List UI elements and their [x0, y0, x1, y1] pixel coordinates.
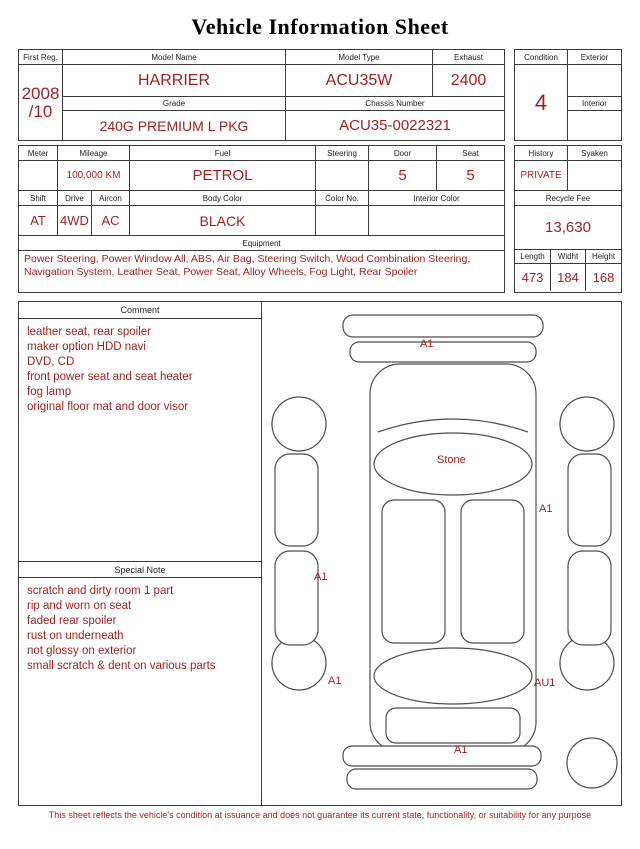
equipment-value: Power Steering, Power Window All, ABS, Air Bag, Steering Switch, Wood Combination Steering, Navigation System, Leather Seat, Power Seat, Alloy Wheels, Fog Light, Rear Spoiler — [24, 253, 471, 278]
meter-value — [19, 161, 58, 190]
comment-line: front power seat and seat heater — [27, 371, 193, 383]
interior-value — [568, 111, 622, 141]
equipment-header-row — [19, 236, 504, 251]
damage-mark-rear-right: AU1 — [534, 677, 556, 689]
interior-color-value — [369, 206, 504, 235]
left-front-door-panel — [275, 454, 318, 546]
front-left-wheel-icon — [272, 397, 326, 451]
special-note-line: small scratch & dent on various parts — [27, 660, 216, 672]
condition-label: Condition — [515, 50, 568, 65]
mileage-label: Mileage — [58, 146, 130, 160]
door-label: Door — [369, 146, 437, 160]
special-note-line: faded rear spoiler — [27, 615, 117, 627]
front-upper-strip — [343, 315, 543, 337]
comment-line: original floor mat and door visor — [27, 401, 189, 413]
spec-section — [18, 145, 622, 293]
comment-line: leather seat, rear spoiler — [27, 326, 152, 338]
spec-header-row-1 — [19, 146, 504, 161]
exterior-label: Exterior — [568, 50, 622, 65]
damage-mark-front: A1 — [420, 338, 434, 350]
special-note-line: scratch and dirty room 1 part — [27, 585, 174, 597]
dimensions-value-row — [515, 264, 621, 291]
rear-bumper — [343, 746, 541, 766]
comment-body — [19, 319, 261, 561]
recycle-fee-value: 13,630 — [545, 219, 591, 236]
first-reg-value — [19, 65, 63, 141]
body-color-label: Body Color — [130, 191, 316, 205]
damage-mark-windshield: Stone — [437, 454, 466, 466]
interior-label: Interior — [568, 97, 622, 111]
rear-window — [374, 648, 532, 704]
first-reg-year: 2008 — [21, 83, 60, 103]
recycle-fee-value-row — [515, 206, 621, 250]
shift-value: AT — [19, 206, 58, 235]
chassis-number-value: ACU35-0022321 — [286, 111, 505, 141]
chassis-number-label: Chassis Number — [286, 97, 505, 111]
fuel-value: PETROL — [130, 161, 316, 190]
length-value: 473 — [515, 264, 551, 291]
cabin-left-panel — [382, 500, 445, 643]
history-label: History — [515, 146, 568, 160]
syaken-label: Syaken — [581, 148, 608, 158]
front-bumper — [350, 342, 536, 362]
first-reg-month: /10 — [28, 101, 53, 121]
special-note-body — [19, 578, 261, 674]
aircon-label: Aircon — [92, 191, 130, 205]
vehicle-identity-table — [18, 49, 505, 141]
spec-table — [18, 145, 505, 293]
meter-label: Meter — [19, 146, 58, 160]
grade-value: 240G PREMIUM L PKG — [63, 111, 286, 141]
length-label: Length — [515, 250, 551, 263]
shift-label: Shift — [19, 191, 58, 205]
exhaust-label: Exhaust — [433, 50, 505, 65]
model-type-label: Model Type — [286, 50, 433, 65]
condition-table — [514, 49, 622, 141]
steering-label: Steering — [316, 146, 369, 160]
first-reg-label: First Reg. — [19, 50, 63, 65]
page-title: Vehicle Information Sheet — [191, 14, 449, 39]
recycle-fee-label: Recycle Fee — [545, 193, 591, 203]
right-front-door-panel — [568, 454, 611, 546]
history-header-row — [515, 146, 621, 161]
rear-lower-strip — [347, 769, 537, 789]
door-value: 5 — [369, 161, 437, 190]
spec-header-row-2 — [19, 191, 504, 206]
color-no-value — [316, 206, 369, 235]
special-note-header: Special Note — [19, 561, 261, 578]
history-table — [514, 145, 622, 293]
left-rear-door-panel — [275, 551, 318, 645]
width-label: Widht — [551, 250, 586, 263]
comment-line: maker option HDD navi — [27, 341, 146, 353]
width-value: 184 — [551, 264, 586, 291]
special-note-line: rip and worn on seat — [27, 600, 132, 612]
mileage-value: 100,000 KM — [58, 161, 130, 190]
seat-label: Seat — [462, 148, 479, 158]
damage-mark-right-side: A1 — [539, 503, 553, 515]
model-type-value: ACU35W — [286, 65, 433, 97]
identity-section — [18, 49, 622, 141]
equipment-value-row — [19, 251, 504, 292]
aircon-value: AC — [92, 206, 130, 235]
trunk-lid — [386, 708, 520, 743]
comment-line: DVD, CD — [27, 356, 75, 368]
spec-value-row-1 — [19, 161, 504, 191]
body-color-value: BLACK — [130, 206, 316, 235]
fuel-label: Fuel — [130, 146, 316, 160]
notes-column — [19, 302, 262, 805]
syaken-value — [568, 161, 621, 190]
dimensions-header-row — [515, 250, 621, 264]
damage-mark-left-side: A1 — [314, 571, 328, 583]
condition-detail-section — [18, 301, 622, 806]
damage-diagram-area — [262, 302, 621, 805]
disclaimer-text: This sheet reflects the vehicle's condition at issuance and does not guarantee its current state, functionality, or suitability for any purpose — [48, 810, 592, 820]
color-no-label: Color No. — [316, 191, 369, 205]
seat-value: 5 — [466, 167, 475, 184]
history-value-row — [515, 161, 621, 191]
grade-label: Grade — [63, 97, 286, 111]
spare-tire-icon — [567, 738, 617, 788]
cabin-right-panel — [461, 500, 524, 643]
drive-value: 4WD — [58, 206, 92, 235]
history-value: PRIVATE — [515, 161, 568, 190]
condition-grade-value: 4 — [515, 65, 568, 141]
spec-value-row-2 — [19, 206, 504, 236]
vehicle-information-sheet — [0, 14, 640, 821]
exhaust-value: 2400 — [433, 65, 505, 97]
exterior-value — [568, 65, 622, 97]
special-note-line: rust on underneath — [27, 630, 124, 642]
drive-label: Drive — [58, 191, 92, 205]
front-right-wheel-icon — [560, 397, 614, 451]
comment-header: Comment — [19, 302, 261, 319]
model-name-value: HARRIER — [63, 65, 286, 97]
damage-mark-rear-left: A1 — [328, 675, 342, 687]
interior-color-label: Interior Color — [413, 193, 460, 203]
recycle-fee-header-row — [515, 191, 621, 206]
equipment-label: Equipment — [242, 238, 281, 248]
height-label: Height — [591, 252, 616, 261]
comment-line: fog lamp — [27, 386, 72, 398]
right-rear-door-panel — [568, 551, 611, 645]
car-top-view-diagram — [262, 302, 621, 807]
model-name-label: Model Name — [63, 50, 286, 65]
steering-value — [316, 161, 369, 190]
special-note-line: not glossy on exterior — [27, 645, 137, 657]
damage-mark-rear-center: A1 — [454, 744, 468, 756]
height-value: 168 — [592, 270, 615, 285]
